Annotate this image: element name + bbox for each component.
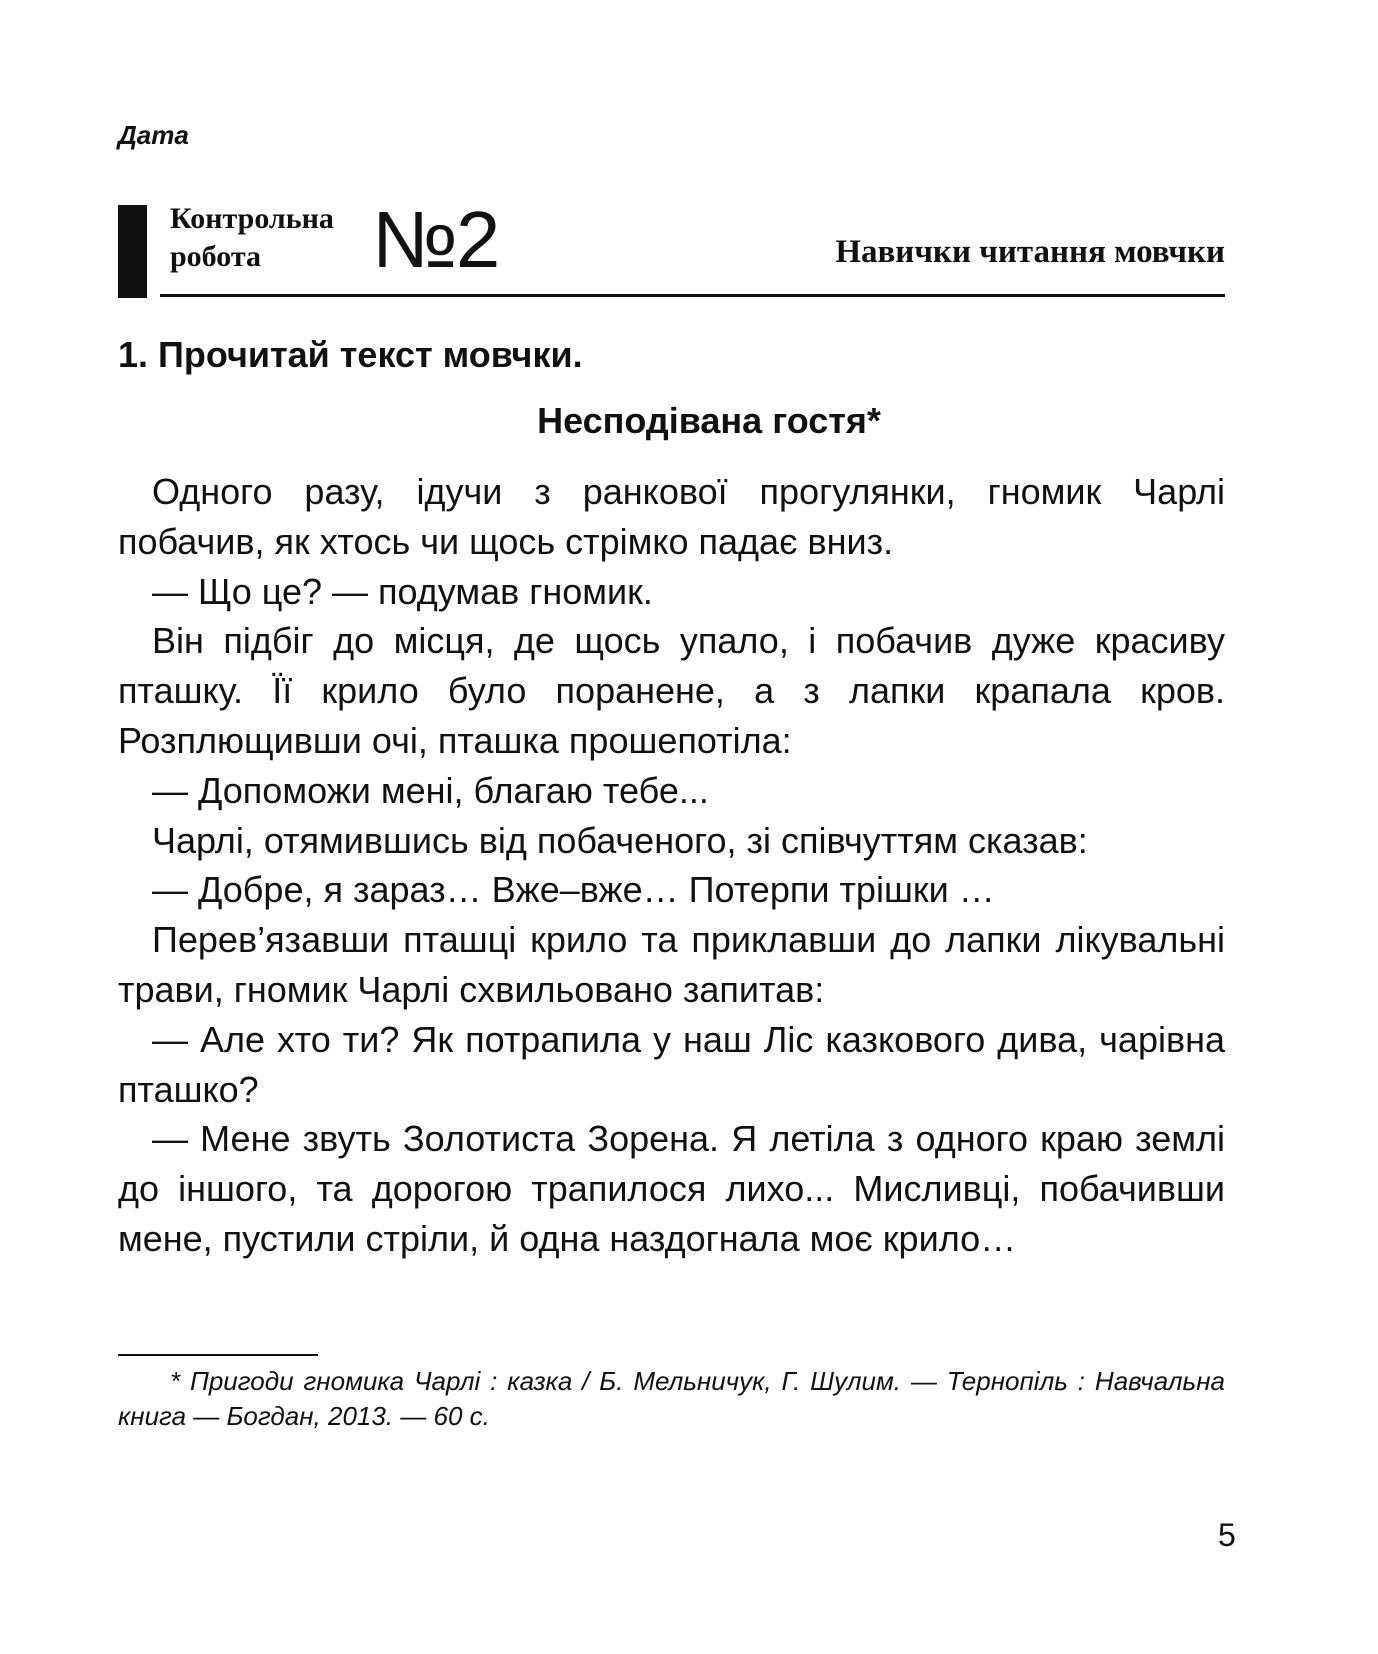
story-title: Несподівана гостя*: [537, 400, 881, 441]
header-accent-bar: [118, 205, 147, 298]
paragraph: — Мене звуть Золотиста Зорена. Я летіла з одного краю землі до іншого, та дорогою трапилося лихо... Мисливці, побачивши мене, пустили стріли, й одна наздогнала моє крило…: [118, 1118, 1225, 1259]
paragraph: Перев’язавши пташці крило та приклавши до лапки лікувальні трави, гномик Чарлі схвильовано запитав:: [118, 919, 1225, 1010]
test-topic: Навички читання мовчки: [835, 234, 1225, 270]
paragraph: — Що це? — подумав гномик.: [152, 570, 653, 612]
test-type-line-2: робота: [170, 240, 261, 273]
paragraph: — Добре, я зараз… Вже–вже… Потерпи трішки …: [152, 869, 995, 911]
page-number: 5: [1218, 1517, 1236, 1553]
test-type-label: [170, 200, 334, 276]
date-label: Дата: [118, 120, 189, 150]
paragraph: — Але хто ти? Як потрапила у наш Ліс казкового дива, чарівна пташко?: [118, 1018, 1225, 1110]
story-text: [118, 467, 1225, 1264]
footnote-text: * Пригоди гномика Чарлі : казка / Б. Мельничук, Г. Шулим. — Тернопіль : Навчальна книга — Богдан, 2013. — 60 с.: [118, 1366, 1225, 1431]
header-divider: [160, 294, 1225, 297]
footnote-divider: [118, 1354, 318, 1356]
paragraph: Він підбіг до місця, де щось упало, і побачив дуже красиву пташку. Її крило було поранене, а з лапки крапала кров. Розплющивши очі, пташка прошепотіла:: [118, 620, 1225, 761]
paragraph: Одного разу, ідучи з ранкової прогулянки, гномик Чарлі побачив, як хтось чи щось стрімко падає вниз.: [118, 471, 1225, 562]
paragraph: — Допоможи мені, благаю тебе...: [152, 769, 709, 811]
test-number: №2: [372, 195, 499, 284]
footnote: [118, 1364, 1225, 1434]
paragraph: Чарлі, отямившись від побаченого, зі співчуттям сказав:: [152, 819, 1088, 861]
task-heading: 1. Прочитай текст мовчки.: [118, 334, 583, 375]
test-type-line-1: Контрольна: [170, 202, 334, 235]
